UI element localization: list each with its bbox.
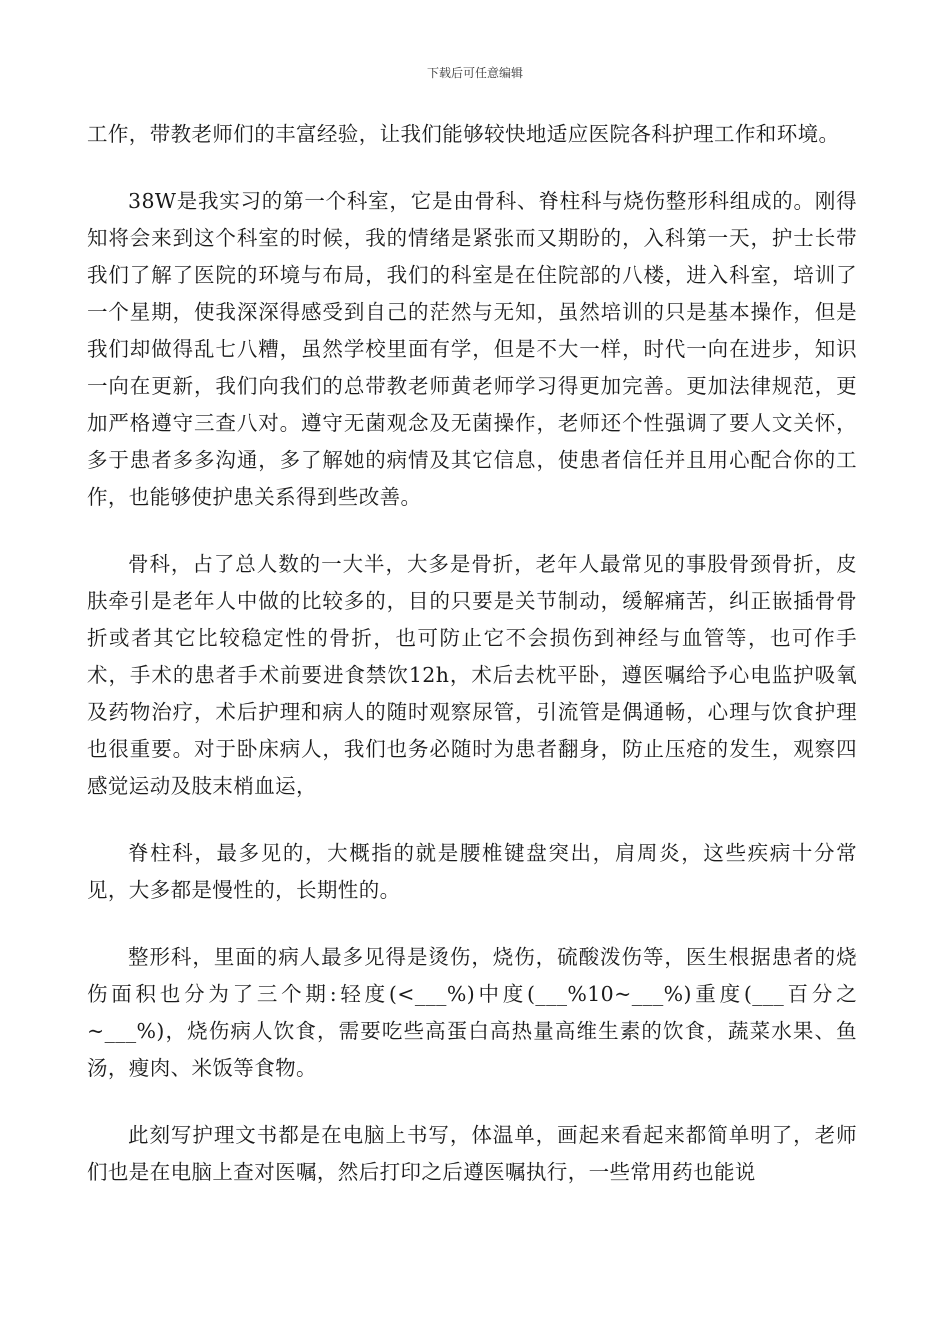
body-text bbox=[87, 116, 857, 1221]
paragraph-plastic-surgery: 整形科，里面的病人最多见得是烫伤，烧伤，硫酸泼伤等，医生根据患者的烧伤面积也分为了三个期:轻度(<___%)中度(___%10~___%)重度(___百分之~___%)，烧伤病人饮食，需要吃些高蛋白高热量高维生素的饮食，蔬菜水果、鱼汤，瘦肉、米饭等食物。 bbox=[87, 945, 857, 1080]
paragraph-nursing-records: 此刻写护理文书都是在电脑上书写，体温单，画起来看起来都简单明了，老师们也是在电脑上查对医嘱，然后打印之后遵医嘱执行，一些常用药也能说 bbox=[87, 1123, 857, 1184]
paragraph-first-department: 38W是我实习的第一个科室，它是由骨科、脊柱科与烧伤整形科组成的。刚得知将会来到这个科室的时候，我的情绪是紧张而又期盼的，入科第一天，护士长带我们了解了医院的环境与布局，我们的科室是在住院部的八楼，进入科室，培训了一个星期，使我深深得感受到自己的茫然与无知，虽然培训的只是基本操作，但是我们却做得乱七八糟，虽然学校里面有学，但是不大一样，时代一向在进步，知识一向在更新，我们向我们的总带教老师黄老师学习得更加完善。更加法律规范，更加严格遵守三查八对。遵守无菌观念及无菌操作，老师还个性强调了要人文关怀，多于患者多多沟通，多了解她的病情及其它信息，使患者信任并且用心配合你的工作，也能够使护患关系得到些改善。 bbox=[87, 189, 857, 509]
running-header: 下载后可任意编辑 bbox=[426, 66, 523, 80]
paragraph-orthopedics: 骨科，占了总人数的一大半，大多是骨折，老年人最常见的事股骨颈骨折，皮肤牵引是老年人中做的比较多的，目的只要是关节制动，缓解痛苦，纠正嵌插骨骨折或者其它比较稳定性的骨折，也可防止它不会损伤到神经与血管等，也可作手术，手术的患者手术前要进食禁饮12h，术后去枕平卧，遵医嘱给予心电监护吸氧及药物治疗，术后护理和病人的随时观察尿管，引流管是偶通畅，心理与饮食护理也很重要。对于卧床病人，我们也务必随时为患者翻身，防止压疮的发生，观察四感觉运动及肢末梢血运， bbox=[87, 552, 857, 798]
paragraph-spine: 脊柱科，最多见的，大概指的就是腰椎键盘突出，肩周炎，这些疾病十分常见，大多都是慢性的，长期性的。 bbox=[87, 841, 857, 902]
paragraph-continuation: 工作，带教老师们的丰富经验，让我们能够较快地适应医院各科护理工作和环境。 bbox=[87, 122, 840, 146]
